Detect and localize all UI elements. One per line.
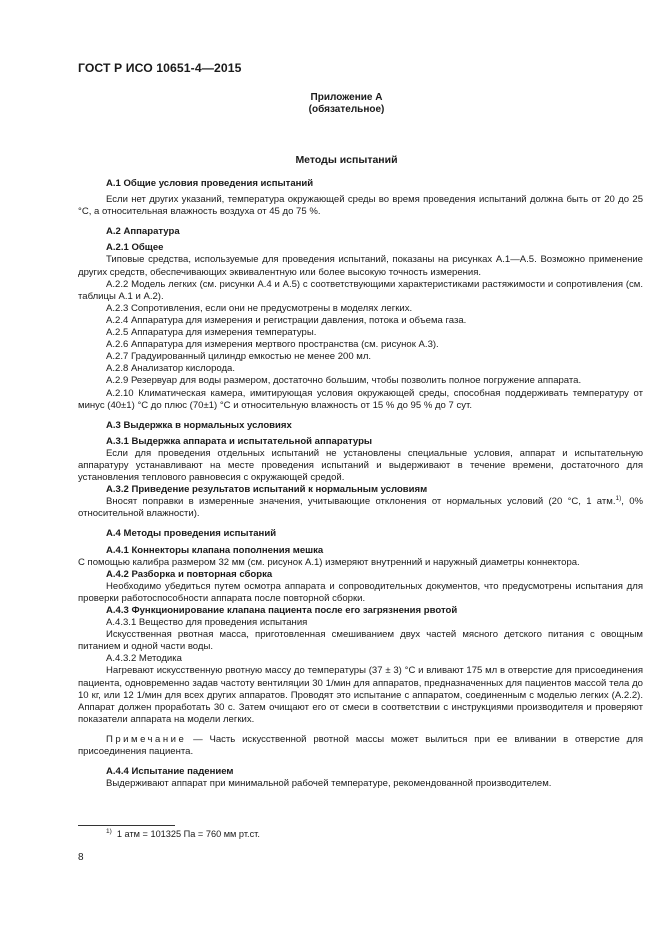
document-body <box>78 178 643 790</box>
footnote <box>106 829 260 839</box>
paragraph-a2-3: А.2.3 Сопротивления, если они не предусмотрены в моделях легких. <box>106 302 413 314</box>
heading-a4-1: А.4.1 Коннекторы клапана пополнения мешка <box>106 544 324 556</box>
paragraph-a2-2: А.2.2 Модель легких (см. рисунки А.4 и А.5) с соответствующими характеристиками растяжимости и сопротивления (см. таблицы А.1 и А.2). <box>78 278 643 302</box>
paragraph-a4-2: Необходимо убедиться путем осмотра аппарата и сопроводительных документов, что предусмотрены испытания для проверки работоспособности аппарата после повторной сборки. <box>78 580 643 604</box>
heading-a2-1: А.2.1 Общее <box>106 242 164 254</box>
footnote-mark: 1) <box>106 827 112 835</box>
paragraph-a4-3-2: Нагревают искусственную рвотную массу до температуры (37 ± 3) °С и вливают 175 мл в отверстие для присоединения пациента, одновременно задав частоту вентиляции 30 1/мин для аппаратов, предназначенных для пациентов массой тела до 10 кг, или 12 1/мин для всех других аппаратов. Проводят это испытание с аппаратом, соединенным с моделью легких (А.2.2). Аппарат должен проработать 30 с. Затем очищают его от смеси в соответствии с инструкциями производителя и проверяют показатели аппарата на модели легких. <box>78 665 643 725</box>
annex-title: Приложение А <box>310 92 383 103</box>
paragraph-a2-7: А.2.7 Градуированный цилиндр емкостью не менее 200 мл. <box>106 351 372 363</box>
note-text: — Часть искусственной рвотной массы может вылиться при ее вливании в отверстие для присоединения пациента. <box>78 733 643 758</box>
paragraph-a2-1: Типовые средства, используемые для проведения испытаний, показаны на рисунках А.1—А.5. Возможно применение других средств, обеспечивающих эквивалентную или более высокую точность измерения. <box>78 254 643 278</box>
heading-a2: А.2 Аппаратура <box>106 226 180 238</box>
heading-a4-4: А.4.4 Испытание падением <box>106 766 234 778</box>
note <box>78 734 643 758</box>
section-title: Методы испытаний <box>295 154 398 166</box>
heading-a4-2: А.4.2 Разборка и повторная сборка <box>106 568 273 580</box>
heading-a3: А.3 Выдержка в нормальных условиях <box>106 419 292 431</box>
heading-a4-3-2: А.4.3.2 Методика <box>106 653 182 665</box>
paragraph-a2-5: А.2.5 Аппаратура для измерения температуры. <box>106 327 317 339</box>
annex-status: (обязательное) <box>308 104 385 115</box>
paragraph-a3-2-tail: , 0% относительной влажности). <box>78 496 644 520</box>
heading-a4-3: А.4.3 Функционирование клапана пациента после его загрязнения рвотой <box>106 605 458 616</box>
document-header: ГОСТ Р ИСО 10651-4—2015 <box>78 61 242 75</box>
paragraph-a2-9: А.2.9 Резервуар для воды размером, достаточно большим, чтобы позволить полное погружение аппарата. <box>106 375 582 387</box>
footnote-text: 1 атм = 101325 Па = 760 мм рт.ст. <box>116 829 260 839</box>
heading-a4-3-1: А.4.3.1 Вещество для проведения испытания <box>106 617 308 629</box>
heading-a3-1: А.3.1 Выдержка аппарата и испытательной аппаратуры <box>106 435 373 447</box>
paragraph-a2-4: А.2.4 Аппаратура для измерения и регистрации давления, потока и объема газа. <box>106 314 467 326</box>
paragraph-a4-3-1: Искусственная рвотная масса, приготовленная смешиванием двух частей мясного детского питания с овощным питанием и одной части воды. <box>78 629 643 653</box>
page-number: 8 <box>78 852 84 863</box>
paragraph-a2-10: А.2.10 Климатическая камера, имитирующая условия окружающей среды, способная поддерживать температуру от минус (40±1) °С до плюс (70±1) °С и относительную влажность от 15 % до 95 % до 7 сут. <box>78 387 643 411</box>
note-label: Примечание <box>106 733 187 745</box>
footnote-ref: 1) <box>615 495 622 503</box>
heading-a4: А.4 Методы проведения испытаний <box>106 528 277 540</box>
paragraph-a2-6: А.2.6 Аппаратура для измерения мертвого пространства (см. рисунок А.3). <box>106 339 439 351</box>
heading-a3-2: А.3.2 Приведение результатов испытаний к нормальным условиям <box>106 484 428 496</box>
footnote-divider <box>78 825 175 826</box>
paragraph-a3-1: Если для проведения отдельных испытаний не установлены специальные условия, аппарат и испытательную аппаратуру устанавливают на месте проведения испытаний и выдерживают в течение времени, достаточного для установления теплового равновесия с окружающей средой. <box>78 447 643 484</box>
paragraph-a4-4: Выдерживают аппарат при минимальной рабочей температуре, рекомендованной производителем. <box>106 778 552 790</box>
heading-a1: А.1 Общие условия проведения испытаний <box>106 178 314 189</box>
paragraph-a4-1: С помощью калибра размером 32 мм (см. рисунок А.1) измеряют внутренний и наружный диаметры коннектора. <box>78 556 580 568</box>
paragraph-a3-2-text: Вносят поправки в измеренные значения, учитывающие отклонения от нормальных условий (20 °С, 1 атм. <box>106 496 616 508</box>
paragraph-a3-2 <box>78 496 643 520</box>
paragraph-a2-8: А.2.8 Анализатор кислорода. <box>106 363 236 375</box>
paragraph-a1: Если нет других указаний, температура окружающей среды во время проведения испытаний должна быть от 20 до 25 °С, а относительная влажность воздуха от 45 до 75 %. <box>78 194 643 218</box>
